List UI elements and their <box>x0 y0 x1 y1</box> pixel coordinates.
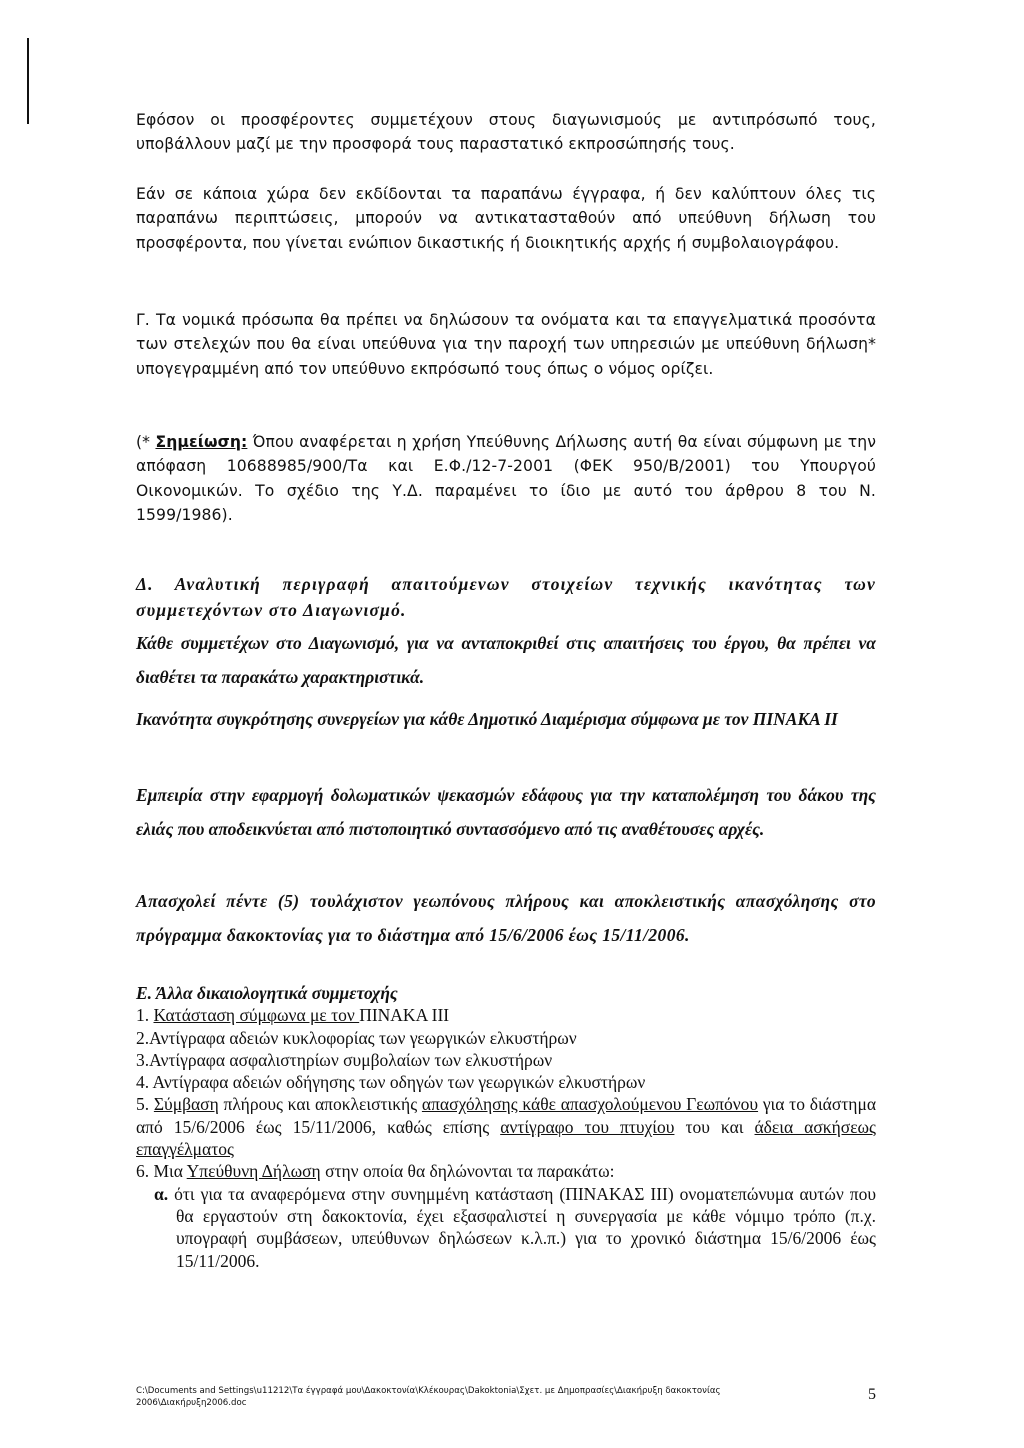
list-item-1: 1. Κατάσταση σύμφωνα με τον ΠΙΝΑΚΑ ΙΙΙ <box>136 1005 450 1026</box>
document-footer <box>136 1385 876 1409</box>
note-paragraph <box>136 430 876 527</box>
scan-edge-mark <box>27 38 29 124</box>
section-d-paragraph-requirements: Κάθε συμμετέχων στο Διαγωνισμό, για να ανταποκριθεί στις απαιτήσεις του έργου, θα πρέπει να διαθέτει τα παρακάτω χαρακτηριστικά. <box>136 633 876 687</box>
link-status-list[interactable]: Κατάσταση σύμφωνα με τον <box>153 1005 360 1026</box>
list-item-4: 4. Αντίγραφα αδειών οδήγησης των οδηγών των γεωργικών ελκυστήρων <box>136 1072 646 1093</box>
link-practice-license[interactable]: άδεια ασκήσεως επαγγέλματος <box>136 1116 876 1160</box>
footer-file-path: C:\Documents and Settings\u11212\Τα έγγραφά μου\Δακοκτονία\Κλέκουρας\Dakoktonia\Σχετ. με Δημοπρασίες\Διακήρυξη δακοκτονίας 2006\Διακήρυξη2006.doc <box>136 1386 721 1408</box>
page-number: 5 <box>868 1386 876 1403</box>
section-e-list <box>136 982 876 1272</box>
section-d-heading: Δ. Αναλυτική περιγραφή απαιτούμενων στοιχείων τεχνικής ικανότητας των συμμετεχόντων στο Διαγωνισμό. <box>136 574 876 620</box>
intro-paragraph-substitute-declaration: Εάν σε κάποια χώρα δεν εκδίδονται τα παραπάνω έγγραφα, ή δεν καλύπτουν όλες τις παραπάνω περιπτώσεις, μπορούν να αντικατασταθούν από υπεύθυνη δήλωση του προσφέροντα, που γίνεται ενώπιον δικαστικής ή διοικητικής αρχής ή συμβολαιογράφου. <box>136 185 876 252</box>
list-item-6: 6. Μια Υπεύθυνη Δήλωση στην οποία θα δηλώνονται τα παρακάτω: <box>136 1161 615 1182</box>
link-degree-copy[interactable]: αντίγραφο του πτυχίου <box>500 1116 675 1137</box>
intro-paragraph-representative: Εφόσον οι προσφέροντες συμμετέχουν στους διαγωνισμούς με αντιπρόσωπό τους, υποβάλλουν μαζί με την προσφορά τους παραστατικό εκπροσώπησής τους. <box>136 111 876 154</box>
link-employment-agronomist[interactable]: απασχόλησης κάθε απασχολούμενου Γεωπόνου <box>421 1094 759 1115</box>
section-g-paragraph: Γ. Τα νομικά πρόσωπα θα πρέπει να δηλώσουν τα ονόματα και τα επαγγελματικά προσόντα των στελεχών που θα είναι υπεύθυνα για την παροχή των υπηρεσιών με υπεύθυνη δήλωση* υπογεγραμμένη από τον υπεύθυνο εκπρόσωπό τους όπως ο νόμος ορίζει. <box>136 311 876 378</box>
list-item-5: 5. Σύμβαση πλήρους και αποκλειστικής απασχόλησης κάθε απασχολούμενου Γεωπόνου για το διάστημα από 15/6/2006 έως 15/11/2006, καθώς επίσης αντίγραφο του πτυχίου του και άδεια ασκήσεως επαγγέλματος <box>136 1094 876 1160</box>
section-d-paragraph-agronomists: Απασχολεί πέντε (5) τουλάχιστον γεωπόνους πλήρους και αποκλειστικής απασχόλησης στο πρόγραμμα δακοκτονίας για το διάστημα από 15/6/2006 έως 15/11/2006. <box>136 891 876 945</box>
note-prefix: (* <box>136 433 156 451</box>
list-item-2: 2.Αντίγραφα αδειών κυκλοφορίας των γεωργικών ελκυστήρων <box>136 1027 577 1048</box>
section-d-paragraph-experience: Εμπειρία στην εφαρμογή δολωματικών ψεκασμών εδάφους για την καταπολέμηση του δάκου της ελιάς που αποδεικνύεται από πιστοποιητικό συντασσόμενο από τις αναθέτουσες αρχές. <box>136 785 876 839</box>
link-responsible-declaration[interactable]: Υπεύθυνη Δήλωση <box>186 1161 321 1182</box>
list-item-3: 3.Αντίγραφα ασφαλιστηρίων συμβολαίων των ελκυστήρων <box>136 1049 553 1070</box>
link-contract[interactable]: Σύμβαση <box>153 1094 219 1115</box>
note-text: Όπου αναφέρεται η χρήση Υπεύθυνης Δήλωσης αυτή θα είναι σύμφωνη με την απόφαση 10688985/900/Τα και Ε.Φ./12-7-2001 (ΦΕΚ 950/Β/2001) του Υπουργού Οικονομικών. Το σχέδιο της Υ.Δ. παραμένει το ίδιο με αυτό του άρθρου 8 του Ν. 1599/1986). <box>136 433 877 524</box>
note-label: Σημείωση: <box>155 433 248 451</box>
section-e-heading: Ε. Άλλα δικαιολογητικά συμμετοχής <box>136 983 398 1003</box>
section-d-paragraph-crew-capacity: Ικανότητα συγκρότησης συνεργείων για κάθε Δημοτικό Διαμέρισμα σύμφωνα με τον ΠΙΝΑΚΑ ΙΙ <box>136 709 838 729</box>
list-item-6a: α. ότι για τα αναφερόμενα στην συνημμένη κατάσταση (ΠΙΝΑΚΑΣ ΙΙΙ) ονοματεπώνυμα αυτών που θα εργαστούν στη δακοκτονία, έχει εξασφαλιστεί η συνεργασία με κάθε νόμιμο τρόπο (π.χ. υπογραφή συμβάσεων, υπεύθυνων δηλώσεων κ.λ.π.) για το χρονικό διάστημα 15/6/2006 έως 15/11/2006. <box>154 1183 876 1271</box>
